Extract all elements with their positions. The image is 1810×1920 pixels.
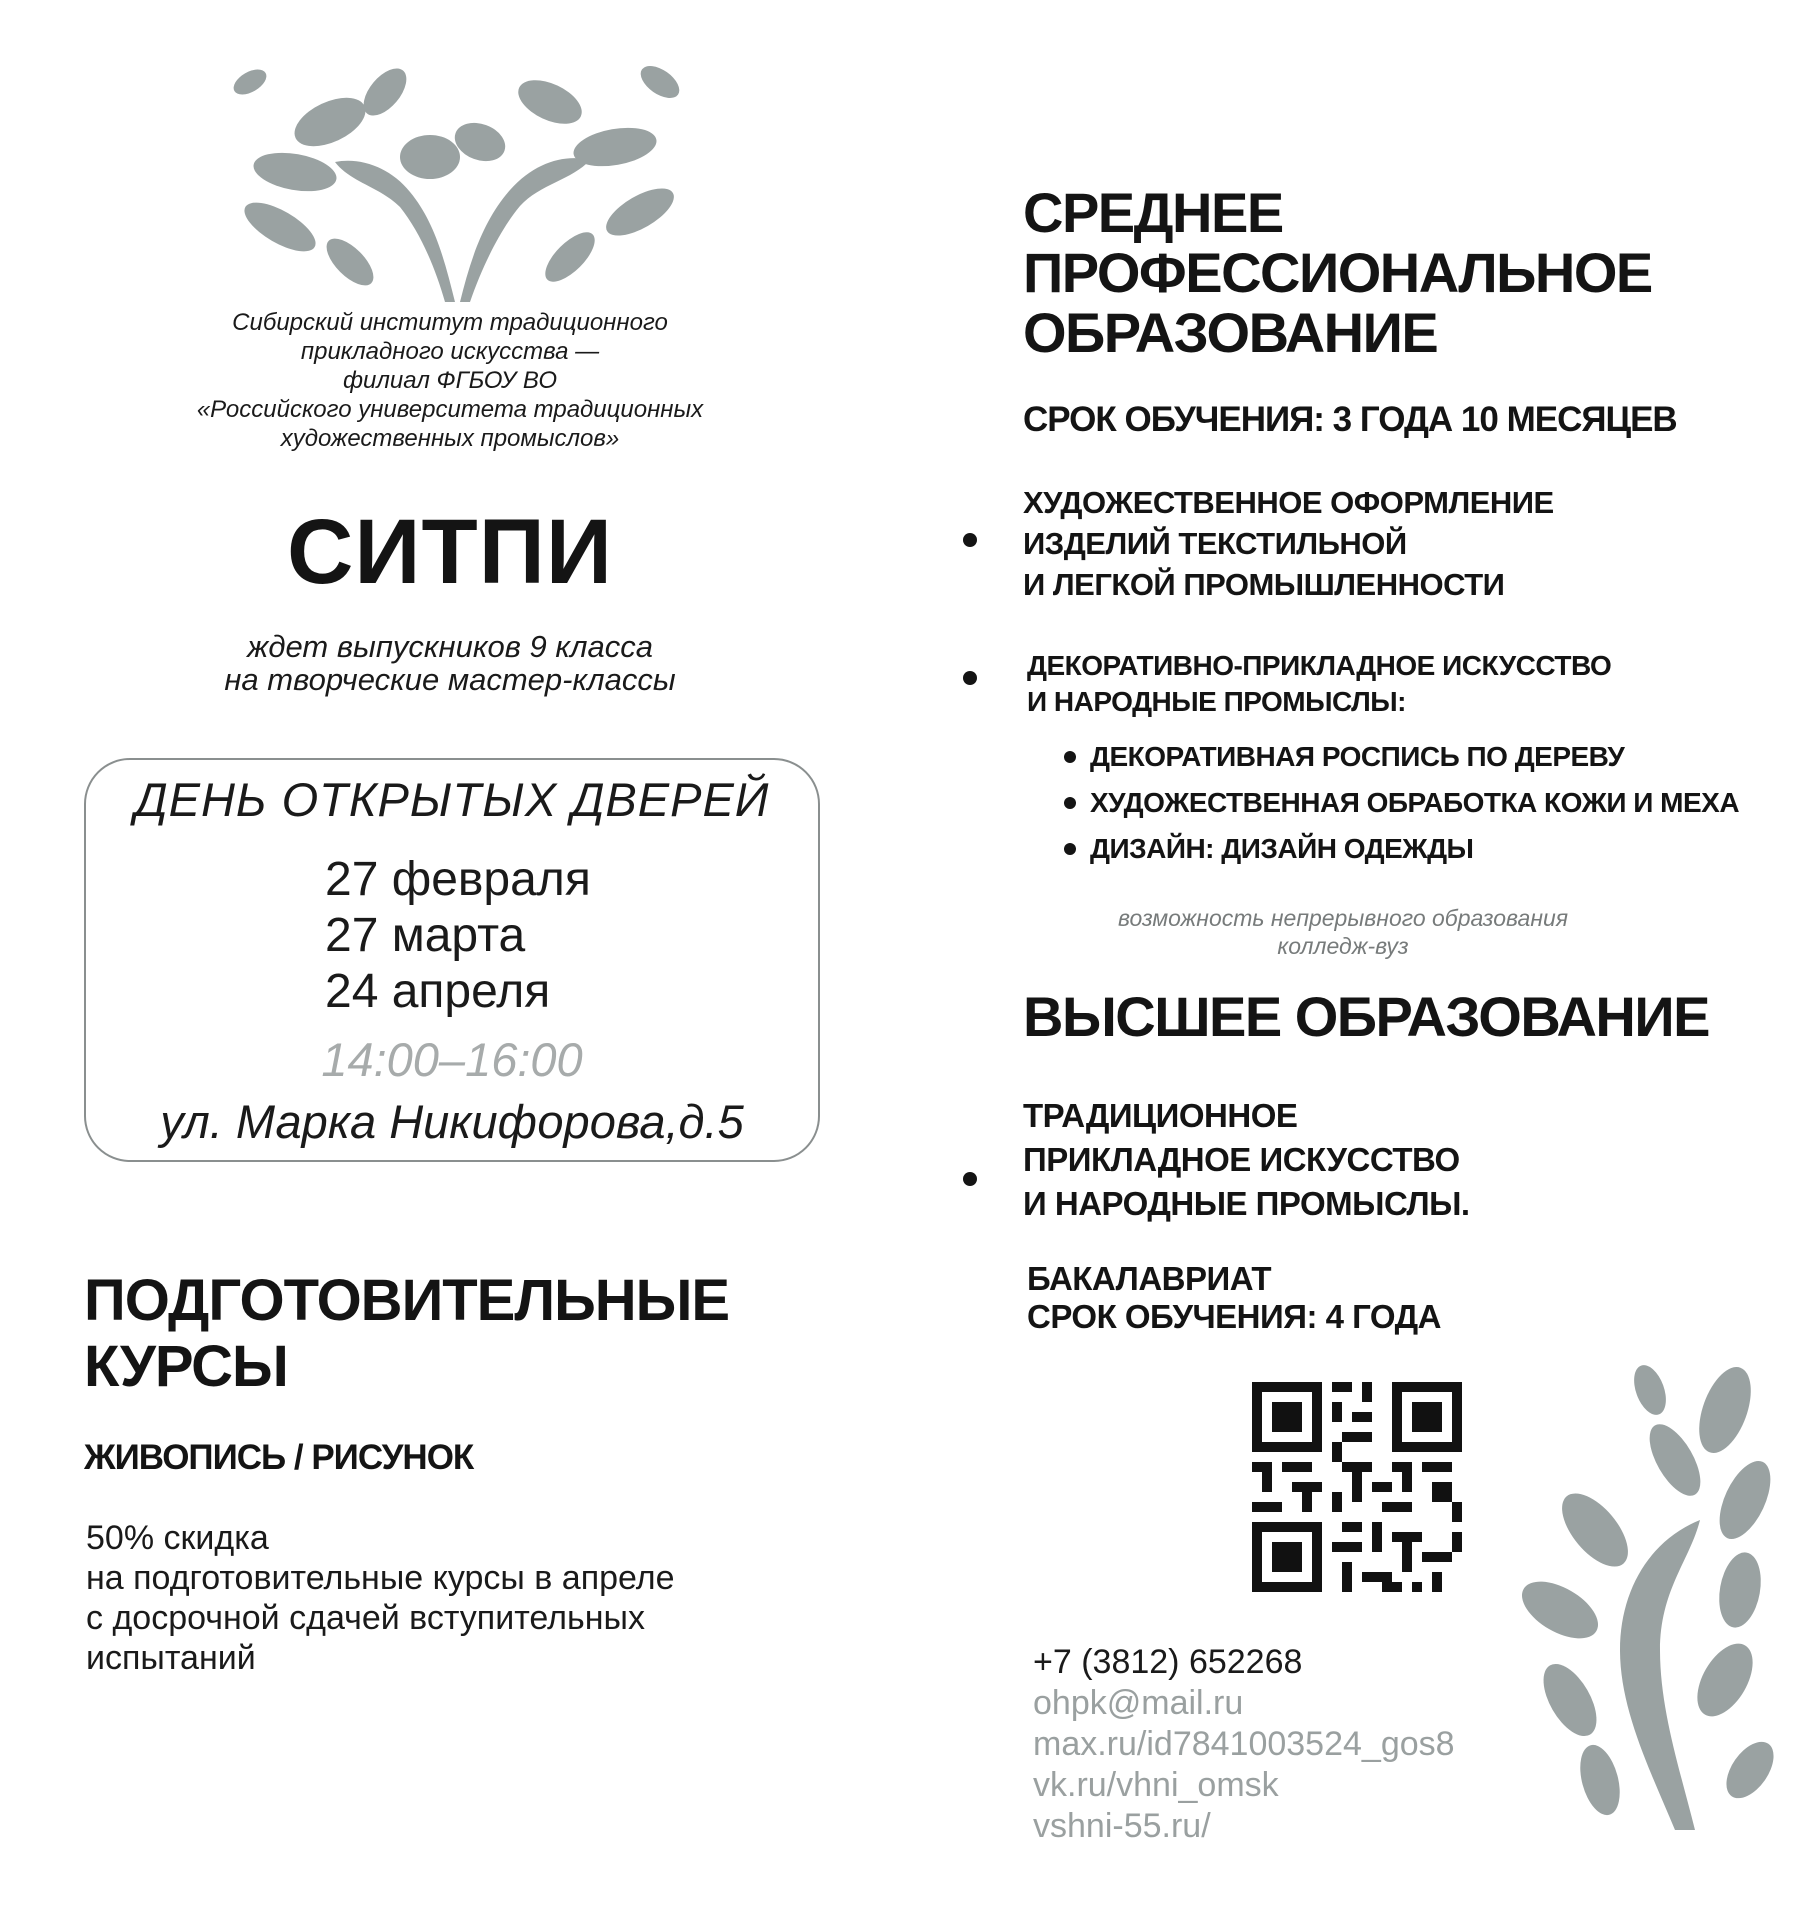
continuity-line: возможность непрерывного образования xyxy=(1117,905,1569,931)
spo-title xyxy=(1023,183,1783,363)
higher-program xyxy=(1023,1094,1470,1226)
max-link[interactable]: max.ru/id7841003524_gos8 xyxy=(1033,1725,1455,1763)
offer-line: на подготовительные курсы в апреле xyxy=(86,1559,675,1597)
open-day-date: 27 февраля xyxy=(325,853,591,906)
specialization-label: ДЕКОРАТИВНАЯ РОСПИСЬ ПО ДЕРЕВУ xyxy=(1090,741,1625,772)
program-line: И ЛЕГКОЙ ПРОМЫШЛЕННОСТИ xyxy=(1023,567,1505,602)
prep-title-line: ПОДГОТОВИТЕЛЬНЫЕ xyxy=(84,1268,730,1333)
invite-line: на творческие мастер-классы xyxy=(224,662,676,697)
spo-title-line: СРЕДНЕЕ xyxy=(1023,181,1283,244)
qr-code xyxy=(1252,1382,1462,1592)
specialization-list xyxy=(1062,734,1739,872)
open-day-date: 24 апреля xyxy=(325,965,551,1018)
institute-line: филиал ФГБОУ ВО xyxy=(342,367,557,394)
bullet-icon xyxy=(1064,751,1076,763)
swirl-ornament-bottom xyxy=(1500,1350,1780,1850)
bullet-icon xyxy=(963,671,977,685)
higher-degree xyxy=(1027,1260,1441,1336)
vk-link[interactable]: vk.ru/vhni_omsk xyxy=(1033,1766,1279,1804)
degree-duration: СРОК ОБУЧЕНИЯ: 4 ГОДА xyxy=(1027,1298,1441,1335)
program-line: И НАРОДНЫЕ ПРОМЫСЛЫ: xyxy=(1027,686,1406,717)
website-link[interactable]: vshni-55.ru/ xyxy=(1033,1807,1211,1845)
institute-line: художественных промыслов» xyxy=(280,425,620,452)
prep-courses-title xyxy=(84,1268,784,1400)
degree-label: БАКАЛАВРИАТ xyxy=(1027,1260,1272,1297)
bullet-icon xyxy=(1064,797,1076,809)
open-day-title: ДЕНЬ ОТКРЫТЫХ ДВЕРЕЙ xyxy=(134,773,770,826)
invite-line: ждет выпускников 9 класса xyxy=(247,629,653,664)
program-line: ТРАДИЦИОННОЕ xyxy=(1023,1097,1298,1134)
specialization-item xyxy=(1062,734,1739,780)
program-line: ХУДОЖЕСТВЕННОЕ ОФОРМЛЕНИЕ xyxy=(1023,485,1554,520)
offer-line: 50% скидка xyxy=(86,1519,269,1557)
offer-line: с досрочной сдачей вступительных xyxy=(86,1599,645,1637)
swirl-ornament-top xyxy=(220,62,690,312)
offer-line: испытаний xyxy=(86,1639,256,1677)
prep-title-line: КУРСЫ xyxy=(84,1334,288,1399)
institute-line: Сибирский институт традиционного xyxy=(232,309,668,336)
program-line: ИЗДЕЛИЙ ТЕКСТИЛЬНОЙ xyxy=(1023,526,1407,561)
program-line: И НАРОДНЫЕ ПРОМЫСЛЫ. xyxy=(1023,1185,1470,1222)
invite-text xyxy=(120,630,780,696)
program-line: ПРИКЛАДНОЕ ИСКУССТВО xyxy=(1023,1141,1460,1178)
institute-name xyxy=(120,308,780,453)
specialization-item xyxy=(1062,826,1739,872)
spo-title-line: ОБРАЗОВАНИЕ xyxy=(1023,301,1438,364)
spo-duration: СРОК ОБУЧЕНИЯ: 3 ГОДА 10 МЕСЯЦЕВ xyxy=(1023,400,1677,439)
open-day-address: ул. Марка Никифорова,д.5 xyxy=(160,1095,744,1148)
specialization-label: ХУДОЖЕСТВЕННАЯ ОБРАБОТКА КОЖИ И МЕХА xyxy=(1090,787,1740,818)
institute-line: прикладного искусства — xyxy=(300,338,600,365)
continuity-note xyxy=(1023,904,1663,960)
open-day-dates xyxy=(325,852,745,1020)
specialization-item xyxy=(1062,780,1739,826)
specialization-label: ДИЗАЙН: ДИЗАЙН ОДЕЖДЫ xyxy=(1090,833,1474,864)
institute-line: «Российского университета традиционных xyxy=(196,396,704,423)
contacts-block xyxy=(1033,1642,1455,1847)
program-line: ДЕКОРАТИВНО-ПРИКЛАДНОЕ ИСКУССТВО xyxy=(1027,650,1612,681)
prep-courses-subjects: ЖИВОПИСЬ / РИСУНОК xyxy=(84,1438,474,1477)
spo-program-decorative xyxy=(1027,648,1611,720)
continuity-line: колледж-вуз xyxy=(1277,933,1409,959)
email-link[interactable]: ohpk@mail.ru xyxy=(1033,1684,1244,1722)
acronym-title: СИТПИ xyxy=(286,501,613,603)
bullet-icon xyxy=(963,1172,977,1186)
prep-courses-offer xyxy=(86,1518,846,1678)
phone-link[interactable]: +7 (3812) 652268 xyxy=(1033,1643,1303,1681)
open-day-time: 14:00–16:00 xyxy=(321,1033,583,1086)
open-day-date: 27 марта xyxy=(325,909,526,962)
bullet-icon xyxy=(963,533,977,547)
higher-education-title: ВЫСШЕЕ ОБРАЗОВАНИЕ xyxy=(1023,985,1709,1048)
bullet-icon xyxy=(1064,843,1076,855)
spo-program-textile xyxy=(1023,482,1554,605)
spo-title-line: ПРОФЕССИОНАЛЬНОЕ xyxy=(1023,241,1652,304)
